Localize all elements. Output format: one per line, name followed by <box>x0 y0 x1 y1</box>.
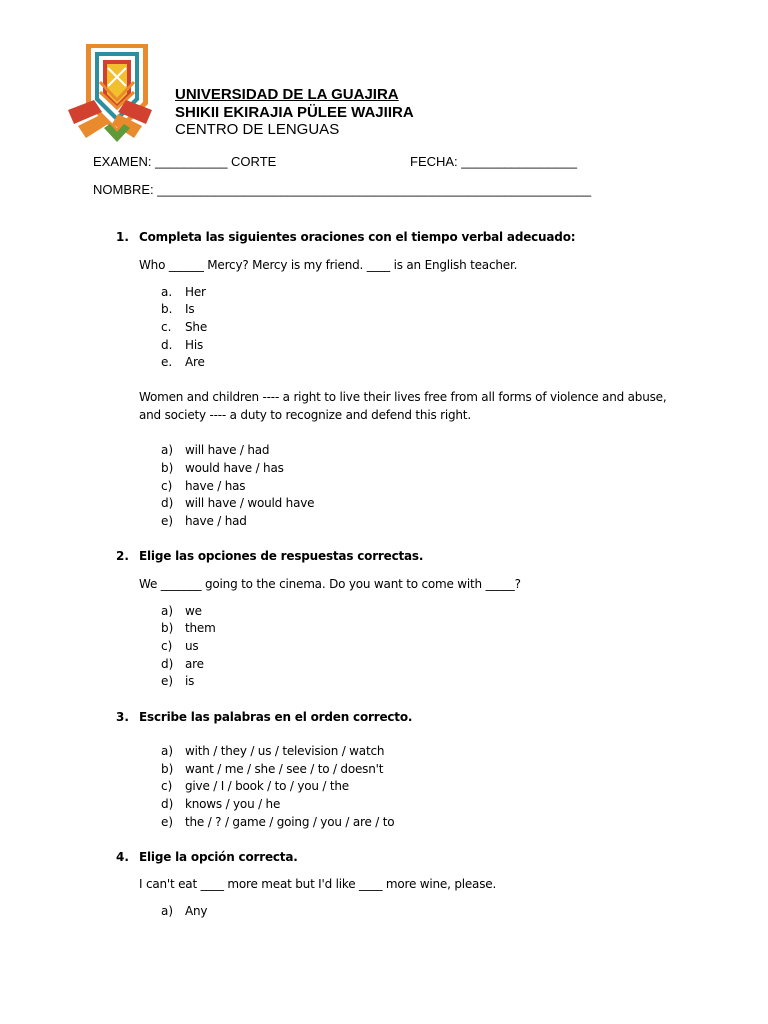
option-letter: d) <box>161 657 174 671</box>
option-letter: b) <box>161 762 174 776</box>
option-letter: d. <box>161 338 173 352</box>
option-text: Are <box>185 355 205 369</box>
question-sentence: Who ______ Mercy? Mercy is my friend. ____ is an English teacher. <box>139 258 518 272</box>
option-letter: b. <box>161 302 173 316</box>
fecha-field: FECHA: ________________ <box>410 154 577 169</box>
option-text: knows / you / he <box>185 797 281 811</box>
question-sentence: We _______ going to the cinema. Do you want to come with _____? <box>139 577 521 591</box>
option-letter: a) <box>161 604 174 618</box>
university-name: UNIVERSIDAD DE LA GUAJIRA <box>175 86 399 103</box>
question-number: 2. <box>116 549 129 563</box>
option-text: Any <box>185 904 208 918</box>
option-text: have / has <box>185 479 246 493</box>
option-text: is <box>185 674 195 688</box>
option-letter: c) <box>161 779 173 793</box>
question-instruction: Elige las opciones de respuestas correctas. <box>139 549 424 563</box>
option-text: Her <box>185 285 206 299</box>
option-letter: a. <box>161 285 173 299</box>
option-letter: c) <box>161 639 173 653</box>
option-text: us <box>185 639 199 653</box>
option-letter: a) <box>161 443 174 457</box>
option-letter: b) <box>161 461 174 475</box>
question-sentence: I can't eat ____ more meat but I'd like ____ more wine, please. <box>139 877 497 891</box>
option-text: want / me / she / see / to / doesn't <box>185 762 384 776</box>
question-number: 3. <box>116 710 129 724</box>
option-text: have / had <box>185 514 247 528</box>
university-crest-logo <box>64 42 156 146</box>
option-text: the / ? / game / going / you / are / to <box>185 815 395 829</box>
option-letter: e) <box>161 514 174 528</box>
option-text: will have / had <box>185 443 270 457</box>
option-letter: e) <box>161 815 174 829</box>
option-text: She <box>185 320 208 334</box>
option-text: with / they / us / television / watch <box>185 744 385 758</box>
question-number: 1. <box>116 230 129 244</box>
option-letter: c) <box>161 479 173 493</box>
option-text: we <box>185 604 202 618</box>
option-letter: d) <box>161 797 174 811</box>
question-instruction: Escribe las palabras en el orden correcto. <box>139 710 413 724</box>
option-letter: b) <box>161 621 174 635</box>
option-text: them <box>185 621 216 635</box>
option-letter: c. <box>161 320 172 334</box>
option-text: His <box>185 338 204 352</box>
option-letter: e) <box>161 674 174 688</box>
option-text: give / I / book / to / you / the <box>185 779 349 793</box>
option-letter: e. <box>161 355 173 369</box>
question-instruction: Completa las siguientes oraciones con el tiempo verbal adecuado: <box>139 230 576 244</box>
option-text: are <box>185 657 204 671</box>
question-number: 4. <box>116 850 129 864</box>
option-letter: a) <box>161 904 174 918</box>
question-sentence: and society ---- a duty to recognize and defend this right. <box>139 408 471 422</box>
option-text: will have / would have <box>185 496 315 510</box>
option-text: Is <box>185 302 195 316</box>
nombre-field: NOMBRE: ____________________________________________________________ <box>93 182 592 197</box>
university-subtitle: SHIKII EKIRAJIA PÜLEE WAJIIRA <box>175 104 414 121</box>
center-name: CENTRO DE LENGUAS <box>175 121 340 138</box>
question-sentence: Women and children ---- a right to live their lives free from all forms of violence and abuse, <box>139 390 667 404</box>
question-instruction: Elige la opción correcta. <box>139 850 298 864</box>
examen-field: EXAMEN: __________ CORTE <box>93 154 277 169</box>
option-letter: d) <box>161 496 174 510</box>
option-text: would have / has <box>185 461 284 475</box>
option-letter: a) <box>161 744 174 758</box>
